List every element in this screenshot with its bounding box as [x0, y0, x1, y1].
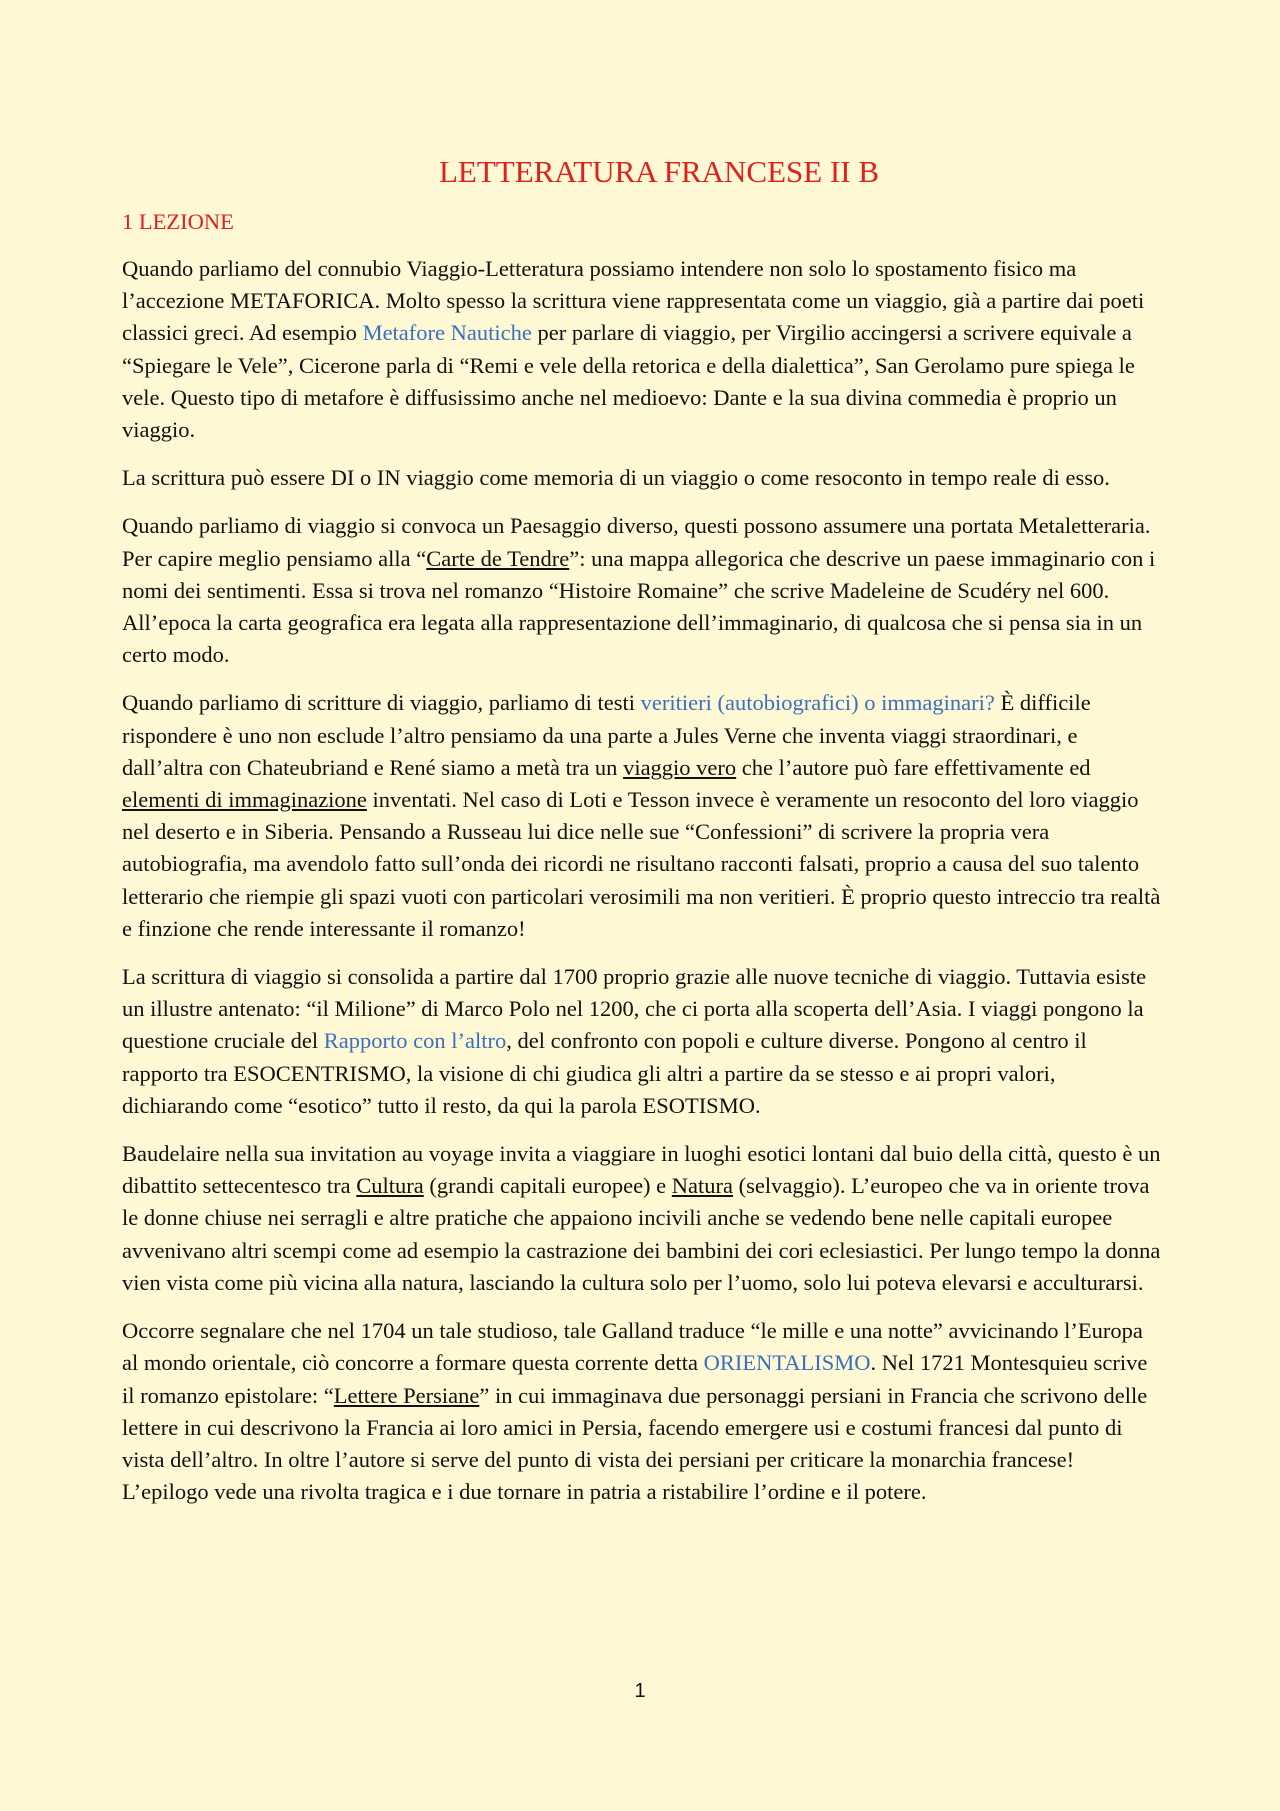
underline-cultura: Cultura: [356, 1173, 424, 1199]
paragraph-1: Quando parliamo del connubio Viaggio-Letteratura possiamo intendere non solo lo spostamento fisico ma l’accezione METAFORICA. Molto spesso la scrittura viene rappresentata come un viaggio, già a partire dai poeti classici greci. Ad esempio Metafore Nautiche per parlare di viaggio, per Virgilio accingersi a scrivere equivale a “Spiegare le Vele”, Cicerone parla di “Remi e vele della retorica e della dialettica”, San Gerolamo pure spiega le vele. Questo tipo di metafore è diffusissimo anche nel medioevo: Dante e la sua divina commedia è proprio un viaggio.: [122, 256, 1145, 443]
document-title: LETTERATURA FRANCESE II B: [438, 154, 880, 189]
page-number: 1: [634, 1680, 646, 1702]
paragraph-7: Occorre segnalare che nel 1704 un tale studioso, tale Galland traduce “le mille e una notte” avvicinando l’Europa al mondo orientale, ciò concorre a formare questa corrente detta ORIENTALISMO. Nel 1721 Montesquieu scrive il romanzo epistolare: “Lettere Persiane” in cui immaginava due personaggi persiani in Francia che scrivono delle lettere in cui descrivono la Francia ai loro amici in Persia, facendo emergere usi e costumi francesi dal punto di vista dell’altro. In oltre l’autore si serve del punto di vista dei persiani per criticare la monarchia francese! L’epilogo vede una rivolta tragica e i due tornare in patria a ristabilire l’ordine e il potere.: [122, 1318, 1148, 1505]
highlight-veritieri: veritieri (autobiografici) o immaginari?: [640, 690, 995, 716]
paragraph-2: La scrittura può essere DI o IN viaggio come memoria di un viaggio o come resoconto in tempo reale di esso.: [122, 465, 1110, 491]
underline-elementi-di-immaginazione: elementi di immaginazione: [122, 787, 367, 813]
underline-viaggio-vero: viaggio vero: [623, 754, 737, 780]
paragraph-3: Quando parliamo di viaggio si convoca un Paesaggio diverso, questi possono assumere una portata Metaletteraria. Per capire meglio pensiamo alla “Carte de Tendre”: una mappa allegorica che descrive un paese immaginario con i nomi dei sentimenti. Essa si trova nel romanzo “Histoire Romaine” che scrive Madeleine de Scudéry nel 600. All’epoca la carta geografica era legata alla rappresentazione dell’immaginario, di qualcosa che si pensa sia in un certo modo.: [122, 513, 1156, 668]
highlight-metafore-nautiche: Metafore Nautiche: [362, 320, 532, 346]
highlight-rapporto-con-altro: Rapporto con l’altro: [323, 1028, 507, 1054]
highlight-orientalismo: ORIENTALISMO: [703, 1350, 871, 1376]
paragraph-4: Quando parliamo di scritture di viaggio, parliamo di testi veritieri (autobiografici) o immaginari? È difficile rispondere è uno non esclude l’altro pensiamo da una parte a Jules Verne che inventa viaggi straordinari, e dall’altra con Chateubriand e René siamo a metà tra un viaggio vero che l’autore può fare effettivamente ed elementi di immaginazione inventati. Nel caso di Loti e Tesson invece è veramente un resoconto del loro viaggio nel deserto e in Siberia. Pensando a Russeau lui dice nelle sue “Confessioni” di scrivere la propria vera autobiografia, ma avendolo fatto sull’onda dei ricordi ne risultano racconti falsati, proprio a causa del suo talento letterario che riempie gli spazi vuoti con particolari verosimili ma non veritieri. È proprio questo intreccio tra realtà e finzione che rende interessante il romanzo!: [122, 690, 1161, 941]
underline-carte-de-tendre: Carte de Tendre: [426, 545, 570, 571]
lesson-heading: 1 LEZIONE: [122, 209, 234, 234]
document-page: [122, 152, 1162, 1524]
underline-natura: Natura: [671, 1173, 734, 1199]
underline-lettere-persiane: Lettere Persiane: [333, 1382, 480, 1408]
paragraph-5: La scrittura di viaggio si consolida a partire dal 1700 proprio grazie alle nuove tecniche di viaggio. Tuttavia esiste un illustre antenato: “il Milione” di Marco Polo nel 1200, che ci porta alla scoperta dell’Asia. I viaggi pongono la questione cruciale del Rapporto con l’altro, del confronto con popoli e culture diverse. Pongono al centro il rapporto tra ESOCENTRISMO, la visione di chi giudica gli altri a partire da se stesso e ai propri valori, dichiarando come “esotico” tutto il resto, da qui la parola ESOTISMO.: [122, 964, 1147, 1118]
paragraph-6: Baudelaire nella sua invitation au voyage invita a viaggiare in luoghi esotici lontani dal buio della città, questo è un dibattito settecentesco tra Cultura (grandi capitali europee) e Natura (selvaggio). L’europeo che va in oriente trova le donne chiuse nei serragli e altre pratiche che appaiono incivili anche se vedendo bene nelle capitali europee avvenivano altri scempi come ad esempio la castrazione dei bambini dei cori eclesiastici. Per lungo tempo la donna vien vista come più vicina alla natura, lasciando la cultura solo per l’uomo, solo lui poteva elevarsi e acculturarsi.: [122, 1141, 1161, 1295]
